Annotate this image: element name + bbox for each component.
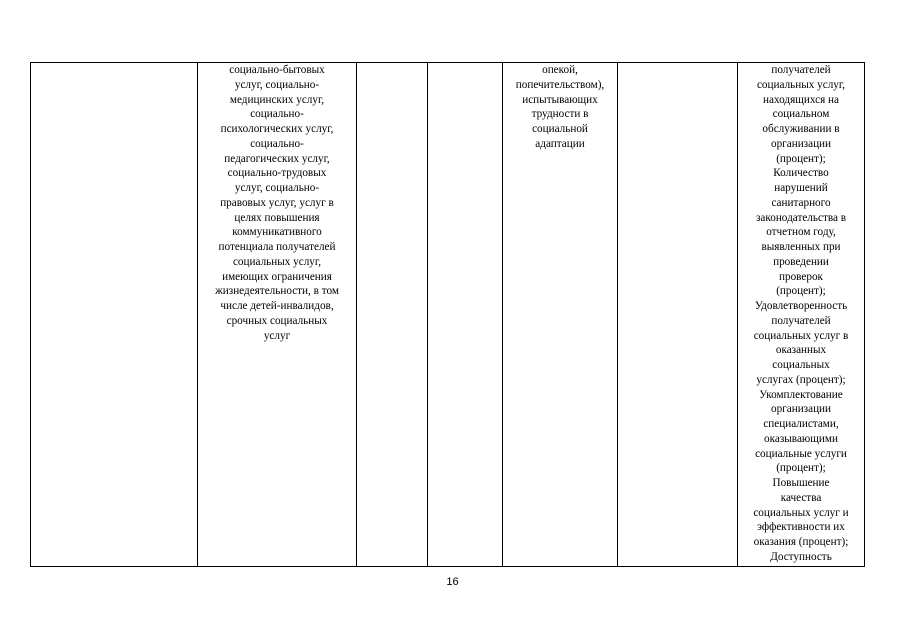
table-cell-col7: получателей социальных услуг, находящихся на социальном обслуживании в организации (процент); Количество нарушений санитарного законодательства в отчетном году, выявленных при проведении проверок (процент); Удовлетворенность получателей социальных услуг в оказанных социальных услугах (процент); Укомплектование организации специалистами, оказывающими социальные услуги (процент); Повышение качества социальных услуг и эффективности их оказания (процент); Доступность bbox=[738, 63, 865, 567]
data-table bbox=[30, 62, 865, 567]
table-cell-col4 bbox=[428, 63, 503, 567]
table-cell-col3 bbox=[357, 63, 428, 567]
table-row bbox=[31, 63, 865, 567]
page-number: 16 bbox=[446, 576, 459, 588]
table-cell-col6 bbox=[618, 63, 738, 567]
table-cell-col5: опекой, попечительством), испытывающих трудности в социальной адаптации bbox=[503, 63, 618, 567]
table-cell-col2: социально-бытовых услуг, социально- медицинских услуг, социально- психологических услуг, социально- педагогических услуг, социально-трудовых услуг, социально- правовых услуг, услуг в целях повышения коммуникативного потенциала получателей социальных услуг, имеющих ограничения жизнедеятельности, в том числе детей-инвалидов, срочных социальных услуг bbox=[198, 63, 357, 567]
table-cell-col1 bbox=[31, 63, 198, 567]
